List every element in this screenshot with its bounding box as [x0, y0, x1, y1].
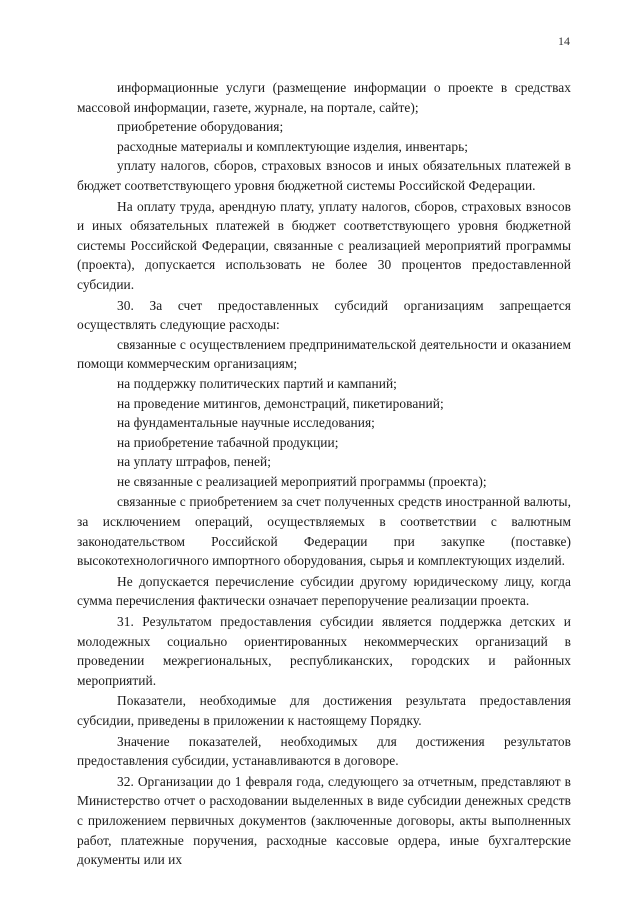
paragraph-business-activity: связанные с осуществлением предпринимательской деятельности и оказанием помощи коммерческим организациям; [77, 336, 571, 372]
paragraph-information-services: информационные услуги (размещение информации о проекте в средствах массовой информации, газете, журнале, на портале, сайте); [77, 80, 571, 115]
paragraph-equipment: приобретение оборудования; [117, 119, 284, 135]
paragraph-materials: расходные материалы и комплектующие изделия, инвентарь; [117, 138, 468, 154]
paragraph-transfer-prohibition: Не допускается перечисление субсидии другому юридическому лицу, когда сумма перечисления фактически означает перепоручение реализации проекта. [77, 573, 571, 609]
paragraph-fines: на уплату штрафов, пеней; [117, 454, 272, 470]
paragraph-foreign-currency: связанные с приобретением за счет полученных средств иностранной валюты, за исключением операций, осуществляемых в соответствии с валютным законодательством Российской Федерации при закупке (поставке) высокотехнологичного импортного оборудования, сырья и комплектующих изделий. [77, 494, 571, 569]
paragraph-tobacco: на приобретение табачной продукции; [117, 434, 339, 450]
document-body [77, 78, 571, 870]
paragraph-taxes: уплату налогов, сборов, страховых взносов и иных обязательных платежей в бюджет соответствующего уровня бюджетной системы Российской Федерации. [77, 158, 571, 193]
paragraph-rallies: на проведение митингов, демонстраций, пикетирований; [117, 395, 444, 411]
paragraph-section-30: 30. За счет предоставленных субсидий организациям запрещается осуществлять следующие расходы: [77, 297, 571, 333]
paragraph-section-32: 32. Организации до 1 февраля года, следующего за отчетным, представляют в Министерство отчет о расходовании выделенных в виде субсидии денежных средств с приложением первичных документов (заключенные договоры, акты выполненных работ, платежные поручения, расходные кассовые ордера, иные бухгалтерские документы или их [77, 773, 571, 868]
paragraph-indicators: Показатели, необходимые для достижения результата предоставления субсидии, приведены в приложении к настоящему Порядку. [77, 693, 571, 728]
paragraph-indicator-values: Значение показателей, необходимых для достижения результатов предоставления субсидии, устанавливаются в договоре. [77, 733, 571, 769]
paragraph-labor-limit: На оплату труда, арендную плату, уплату налогов, сборов, страховых взносов и иных обязательных платежей в бюджет соответствующего уровня бюджетной системы Российской Федерации, связанные с реализацией мероприятий программы (проекта), допускается использовать не более 30 процентов предоставленной субсидии. [77, 198, 571, 292]
paragraph-political-parties: на поддержку политических партий и кампаний; [117, 375, 397, 391]
page-number: 14 [558, 34, 570, 48]
paragraph-fundamental-research: на фундаментальные научные исследования; [117, 415, 375, 431]
paragraph-section-31: 31. Результатом предоставления субсидии является поддержка детских и молодежных социально ориентированных некоммерческих организаций в проведении межрегиональных, республиканских, городских и районных мероприятий. [77, 614, 571, 688]
paragraph-unrelated-expenses: не связанные с реализацией мероприятий программы (проекта); [117, 473, 487, 489]
